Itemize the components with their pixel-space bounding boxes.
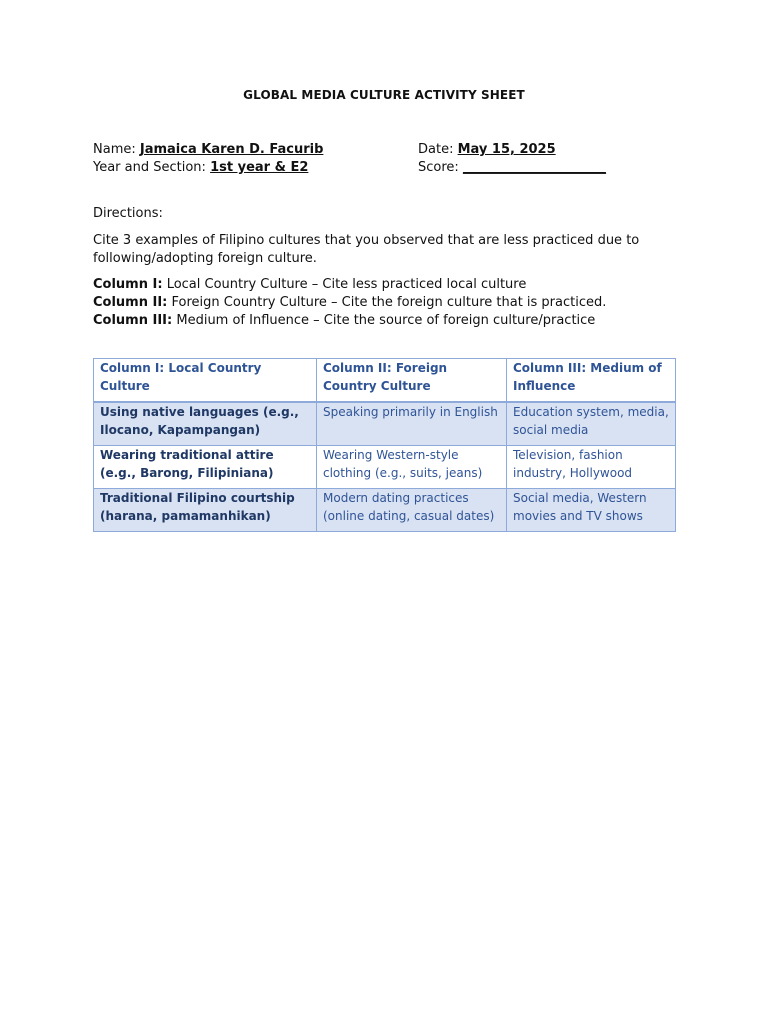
section-line — [93, 160, 308, 175]
section-value: 1st year & E2 — [210, 160, 309, 175]
document-title: GLOBAL MEDIA CULTURE ACTIVITY SHEET — [243, 88, 525, 102]
score-line — [418, 160, 606, 175]
culture-table — [93, 358, 676, 532]
column-definition-text: Medium of Influence – Cite the source of foreign culture/practice — [176, 313, 596, 328]
foreign-culture-cell: Modern dating practices (online dating, casual dates) — [317, 489, 507, 532]
column-definitions — [93, 276, 606, 330]
table-header-row — [94, 359, 676, 403]
score-blank: ______________________ — [462, 160, 606, 175]
foreign-culture-cell: Wearing Western-style clothing (e.g., suits, jeans) — [317, 446, 507, 489]
header-cell-foreign: Column II: Foreign Country Culture — [317, 359, 507, 403]
column-definition — [93, 312, 606, 330]
date-value: May 15, 2025 — [457, 142, 556, 157]
table-row — [94, 446, 676, 489]
date-line — [418, 142, 556, 157]
medium-cell: Education system, media, social media — [507, 402, 676, 446]
column-definition-text: Foreign Country Culture – Cite the foreign culture that is practiced. — [171, 295, 607, 310]
foreign-culture-cell: Speaking primarily in English — [317, 402, 507, 446]
section-label: Year and Section: — [93, 160, 206, 175]
directions-label: Directions: — [93, 206, 163, 221]
column-definition-text: Local Country Culture – Cite less practiced local culture — [166, 277, 527, 292]
name-label: Name: — [93, 142, 136, 157]
instructions-text: Cite 3 examples of Filipino cultures that you observed that are less practiced due to following/adopting foreign culture. — [93, 233, 640, 266]
column-definition — [93, 276, 606, 294]
column-definition-label: Column III: — [93, 313, 173, 328]
name-line — [93, 142, 323, 157]
local-culture-cell: Wearing traditional attire (e.g., Barong, Filipiniana) — [94, 446, 317, 489]
date-label: Date: — [418, 142, 454, 157]
score-label: Score: — [418, 160, 459, 175]
medium-cell: Television, fashion industry, Hollywood — [507, 446, 676, 489]
table-row — [94, 489, 676, 532]
column-definition-label: Column II: — [93, 295, 168, 310]
local-culture-cell: Traditional Filipino courtship (harana, pamamanhikan) — [94, 489, 317, 532]
local-culture-cell: Using native languages (e.g., Ilocano, Kapampangan) — [94, 402, 317, 446]
column-definition — [93, 294, 606, 312]
name-value: Jamaica Karen D. Facurib — [139, 142, 324, 157]
table-row — [94, 402, 676, 446]
header-cell-medium: Column III: Medium of Influence — [507, 359, 676, 403]
column-definition-label: Column I: — [93, 277, 163, 292]
medium-cell: Social media, Western movies and TV shows — [507, 489, 676, 532]
header-cell-local: Column I: Local Country Culture — [94, 359, 317, 403]
